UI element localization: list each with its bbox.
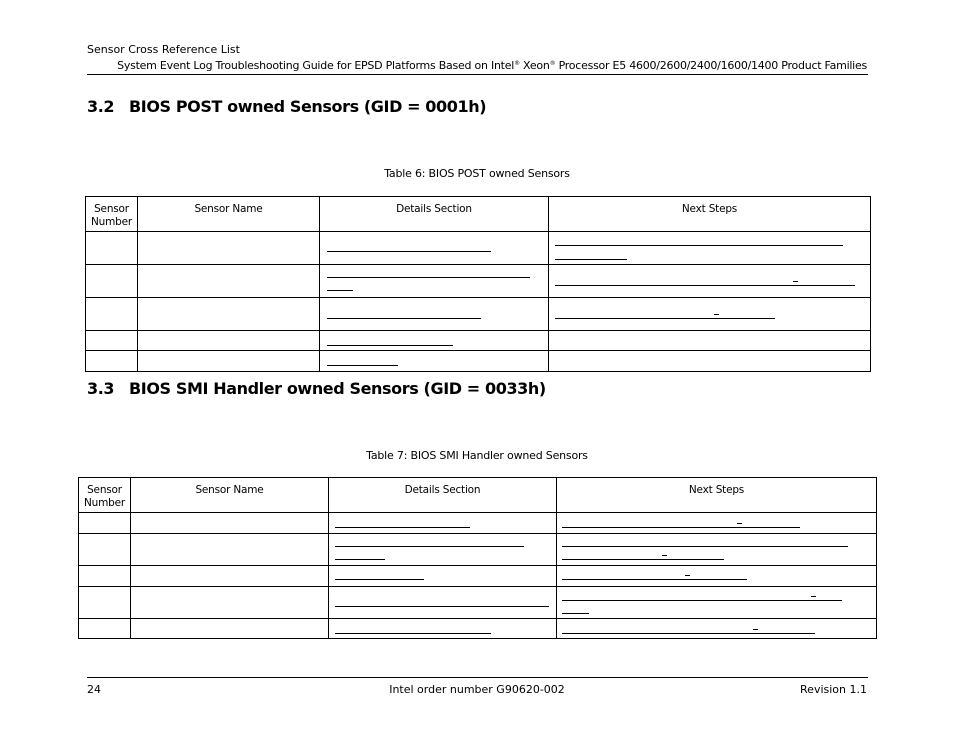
sensor-number-cell <box>79 534 131 566</box>
order-number: Intel order number G90620-002 <box>389 683 565 696</box>
bios-post-sensors-table <box>85 196 871 372</box>
table-caption-bios-smi-handler: Table 7: BIOS SMI Handler owned Sensors <box>366 449 588 462</box>
table-row <box>86 232 871 265</box>
running-header-chapter: Sensor Cross Reference List <box>87 43 240 56</box>
next-steps-link[interactable] <box>557 619 877 639</box>
sensor-name-cell <box>138 232 320 265</box>
next-steps-cell <box>549 331 871 351</box>
revision: Revision 1.1 <box>800 683 867 696</box>
table-row <box>86 351 871 372</box>
sensor-number-cell <box>86 265 138 298</box>
details-section-link[interactable] <box>320 232 549 265</box>
sensor-number-cell <box>79 619 131 639</box>
table-header-row <box>79 478 877 513</box>
details-section-link[interactable] <box>329 587 557 619</box>
bios-smi-handler-sensors-table <box>78 477 877 639</box>
section-heading-bios-post: 3.2 BIOS POST owned Sensors (GID = 0001h) <box>87 97 487 116</box>
col-header-details-section: Details Section <box>320 197 549 232</box>
next-steps-link[interactable] <box>557 513 877 534</box>
sensor-name-cell <box>131 534 329 566</box>
sensor-name-cell <box>131 619 329 639</box>
sensor-number-cell <box>79 513 131 534</box>
table-caption-bios-post: Table 6: BIOS POST owned Sensors <box>384 167 570 180</box>
table-row <box>79 534 877 566</box>
header-rule <box>87 74 868 75</box>
sensor-name-cell <box>138 265 320 298</box>
next-steps-link[interactable] <box>557 566 877 587</box>
sensor-number-cell <box>86 232 138 265</box>
sensor-number-cell <box>86 298 138 331</box>
next-steps-link[interactable] <box>549 265 871 298</box>
details-section-link[interactable] <box>329 619 557 639</box>
next-steps-link[interactable] <box>557 587 877 619</box>
next-steps-link[interactable] <box>549 298 871 331</box>
table-row <box>86 331 871 351</box>
details-section-link[interactable] <box>320 298 549 331</box>
details-section-link[interactable] <box>320 351 549 372</box>
sensor-name-cell <box>131 587 329 619</box>
table-header-row <box>86 197 871 232</box>
col-header-sensor-name: Sensor Name <box>138 197 320 232</box>
table-row <box>79 619 877 639</box>
table-row <box>79 566 877 587</box>
col-header-details-section: Details Section <box>329 478 557 513</box>
table-row <box>79 513 877 534</box>
sensor-number-cell <box>86 331 138 351</box>
section-heading-bios-smi-handler: 3.3 BIOS SMI Handler owned Sensors (GID = 0033h) <box>87 379 546 398</box>
table-row <box>86 265 871 298</box>
sensor-name-cell <box>131 566 329 587</box>
details-section-link[interactable] <box>329 534 557 566</box>
details-section-link[interactable] <box>329 566 557 587</box>
next-steps-link[interactable] <box>557 534 877 566</box>
table-row <box>79 587 877 619</box>
running-header-doc-title: System Event Log Troubleshooting Guide for EPSD Platforms Based on Intel® Xeon® Processor E5 4600/2600/2400/1600/1400 Product Families <box>117 59 867 72</box>
col-header-sensor-number: Sensor Number <box>79 478 131 513</box>
col-header-sensor-number: Sensor Number <box>86 197 138 232</box>
sensor-number-cell <box>86 351 138 372</box>
col-header-sensor-name: Sensor Name <box>131 478 329 513</box>
sensor-number-cell <box>79 587 131 619</box>
table-row <box>86 298 871 331</box>
col-header-next-steps: Next Steps <box>549 197 871 232</box>
sensor-number-cell <box>79 566 131 587</box>
page-number: 24 <box>87 683 101 696</box>
sensor-name-cell <box>131 513 329 534</box>
sensor-name-cell <box>138 351 320 372</box>
details-section-link[interactable] <box>329 513 557 534</box>
next-steps-link[interactable] <box>549 232 871 265</box>
next-steps-cell <box>549 351 871 372</box>
footer-rule <box>87 677 868 678</box>
details-section-link[interactable] <box>320 265 549 298</box>
sensor-name-cell <box>138 331 320 351</box>
col-header-next-steps: Next Steps <box>557 478 877 513</box>
sensor-name-cell <box>138 298 320 331</box>
details-section-link[interactable] <box>320 331 549 351</box>
